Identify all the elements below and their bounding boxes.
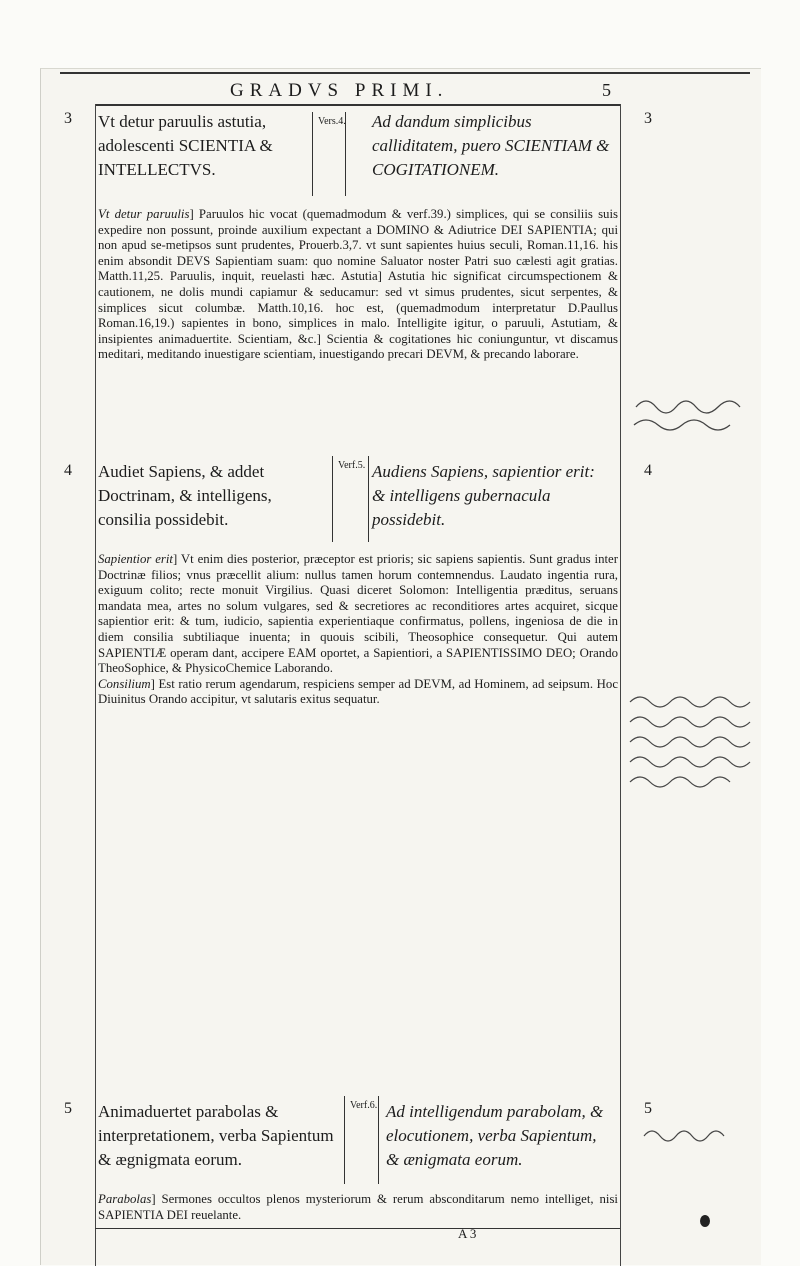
commentary (98, 1192, 618, 1223)
header-top-rule (60, 72, 750, 74)
commentary (98, 552, 618, 708)
bottom-rule (95, 1228, 620, 1229)
verse-latin-vulgate: Audiet Sapiens, & addet Doctrinam, & intelligens, consilia possidebit. (98, 462, 272, 529)
commentary-paragraph (98, 677, 618, 708)
ink-blot (700, 1215, 710, 1227)
column-separator (368, 456, 369, 542)
handwritten-note-graphic (624, 690, 774, 810)
verse-reference: Vers.4. (318, 116, 346, 127)
column-separator (378, 1096, 379, 1184)
verse-reference: Verf.6. (350, 1100, 378, 1111)
commentary-text: ] Vt enim dies posterior, præceptor est prioris; sic sapiens sapientis. Sunt gradus inter Doctrinæ filios; vnus præcellit alium: nullus tamen horum contemnendus. Laudato ingentia rura, exiguum colito; recte monuit Virgilius. Quasi diceret Solomon: Intelligentia præditus, seruans mandata mea, artes no solum vulgares, sed & secretiores ac reconditiores artes acquiret, sicque sapientior erit: & tum, iudicio, sapientia experientiaque confirmatus, pollens, ingeniosa de die in diem consilia subtiliaque inuenta; in quouis scibili, Theosophice consequetur. Qui autem SAPIENTIÆ operam dant, accipere EAM oportet, a Sapientiori, a SAPIENTISSIMO DEO; Orando TheoSophice, & PhysicoChemice Laborando. (98, 552, 618, 676)
running-head: GRADVS PRIMI. (230, 80, 449, 101)
commentary (98, 207, 618, 363)
commentary-paragraph (98, 1192, 618, 1223)
column-separator (345, 112, 346, 196)
left-section-number: 3 (64, 110, 72, 127)
verse-latin-vulgate: Animaduertet parabolas & interpretationem, verba Sapientum & ægnigmata eorum. (98, 1102, 334, 1169)
verse-latin-translation: Ad dandum simplicibus calliditatem, puero SCIENTIAM & COGITATIONEM. (372, 112, 610, 179)
right-section-number: 4 (644, 462, 652, 479)
signature-mark: A 3 (458, 1226, 477, 1241)
verse-latin-translation: Ad intelligendum parabolam, & elocutionem, verba Sapientum, & ænigmata eorum. (386, 1102, 604, 1169)
column-separator (344, 1096, 345, 1184)
header-rule (95, 104, 620, 106)
right-section-number: 3 (644, 110, 652, 127)
left-section-number: 4 (64, 462, 72, 479)
commentary-text: ] Paruulos hic vocat (quemadmodum & verf.39.) simplices, qui se consiliis suis expedire non possunt, proinde auxilium expectant a DOMINO & Adiutrice DEI SAPIENTIA; qui non apud se-metipsos sunt prudentes, Prouerb.3,7. vt sunt sapientes huius seculi, Roman.11,16. his enim absondit DEVS Sapientiam suam: quo nomine Saluator noster Patri suo cælesti agit gratias. Matth.11,25. Paruulis, inquit, reuelasti hæc. Astutia] Astutia hic significat circumspectionem & cautionem, ne dolis mundi capiamur & seducamur: sed vt simus prudentes, sicut serpentes, & simplices sicut columbæ. Matth.10,16. hoc est, (quemadmodum interpretatur D.Paullus Roman.16,19.) sapientes in bono, simplices in malo. Intelligite igitur, o paruuli, Astutiam, & insipientes animaduertite. Scientiam, &c.] Scientia & cogitationes hic coniunguntur, vt discamus meditari, meditando inuestigare scientiam, inuestigando precari DEVM, & precando laborare. (98, 207, 618, 362)
lemma: Consilium (98, 676, 151, 691)
page-number: 5 (602, 80, 611, 100)
lemma: Sapientior erit (98, 552, 173, 566)
verse-reference: Verf.5. (338, 460, 366, 471)
column-separator (332, 456, 333, 542)
verse-latin-vulgate: Vt detur paruulis astutia, adolescenti SCIENTIA & INTELLECTVS. (98, 112, 273, 179)
lemma: Parabolas (98, 1192, 152, 1206)
handwritten-note-graphic (640, 1120, 740, 1150)
verse-latin-translation: Audiens Sapiens, sapientior erit: & intelligens gubernacula possidebit. (372, 462, 595, 529)
commentary-paragraph (98, 207, 618, 363)
right-section-number: 5 (644, 1100, 652, 1117)
left-frame-rule (95, 104, 96, 1266)
commentary-text: ] Est ratio rerum agendarum, respiciens semper ad DEVM, ad Hominem, ad seipsum. Hoc Diuinitus Orando accipitur, vt salutaris exitus sequatur. (98, 676, 618, 707)
column-separator (312, 112, 313, 196)
lemma: Vt detur paruulis (98, 207, 190, 221)
left-section-number: 5 (64, 1100, 72, 1117)
commentary-text: ] Sermones occultos plenos mysteriorum & rerum absconditarum nemo intelliget, nisi SAPIENTIA DEI reuelante. (98, 1192, 618, 1222)
handwritten-note-graphic (628, 385, 768, 445)
right-frame-rule (620, 104, 621, 1266)
commentary-paragraph (98, 552, 618, 677)
